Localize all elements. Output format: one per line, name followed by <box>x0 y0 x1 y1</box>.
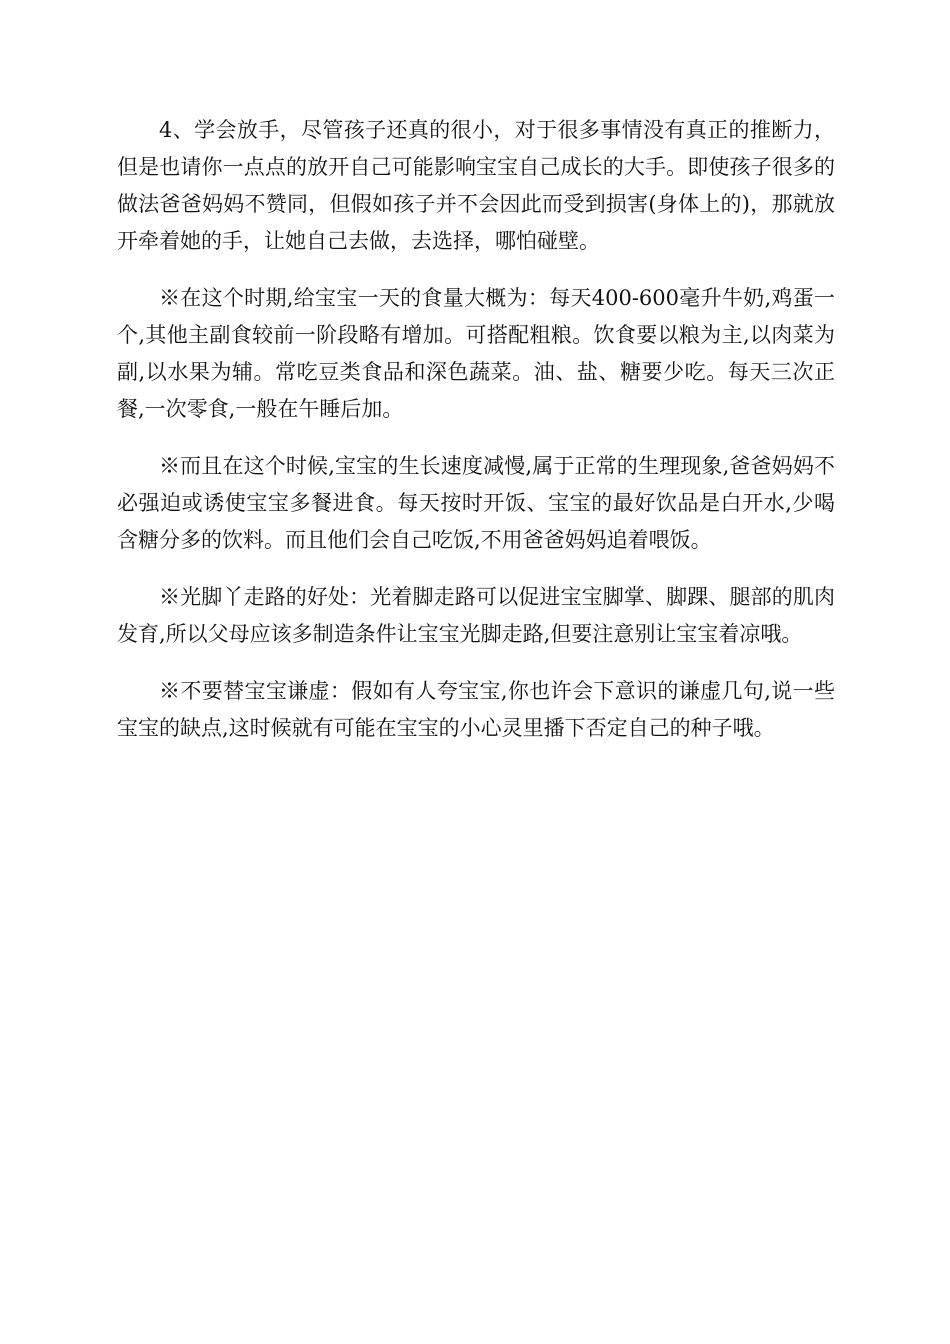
document-body <box>117 112 835 767</box>
paragraph-barefoot-walking: ※光脚丫走路的好处：光着脚走路可以促进宝宝脚掌、脚踝、腿部的肌肉发育,所以父母应该多制造条件让宝宝光脚走路,但要注意别让宝宝着凉哦。 <box>117 585 835 646</box>
paragraph-growth-slowdown: ※而且在这个时候,宝宝的生长速度减慢,属于正常的生理现象,爸爸妈妈不必强迫或诱使宝宝多餐进食。每天按时开饭、宝宝的最好饮品是白开水,少喝含糖分多的饮料。而且他们会自己吃饭,不用爸爸妈妈追着喂饭。 <box>117 454 835 552</box>
paragraph-daily-diet: ※在这个时期,给宝宝一天的食量大概为：每天400-600毫升牛奶,鸡蛋一个,其他主副食较前一阶段略有增加。可搭配粗粮。饮食要以粮为主,以肉菜为副,以水果为辅。常吃豆类食品和深色蔬菜。油、盐、糖要少吃。每天三次正餐,一次零食,一般在午睡后加。 <box>117 286 835 421</box>
paragraph-letting-go: 4、学会放手，尽管孩子还真的很小，对于很多事情没有真正的推断力，但是也请你一点点的放开自己可能影响宝宝自己成长的大手。即使孩子很多的做法爸爸妈妈不赞同，但假如孩子并不会因此而受到损害(身体上的)，那就放开牵着她的手，让她自己去做，去选择，哪怕碰壁。 <box>117 118 835 253</box>
paragraph-no-modesty: ※不要替宝宝谦虚：假如有人夸宝宝,你也许会下意识的谦虚几句,说一些宝宝的缺点,这时候就有可能在宝宝的小心灵里播下否定自己的种子哦。 <box>117 679 835 740</box>
